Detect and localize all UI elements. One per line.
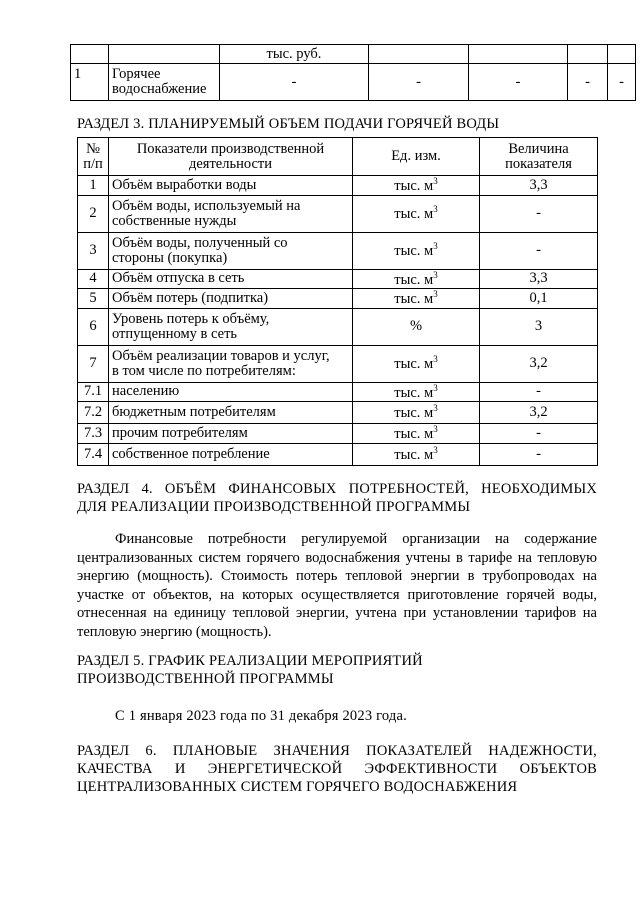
table-cell [608,45,636,64]
header-name [109,138,353,176]
table-row [78,232,598,269]
row-label-line: собственное потребление [112,445,270,462]
row-number: 7.1 [78,382,109,402]
row-value: 0,1 [480,289,598,309]
row-label-line: стороны (покупка) [112,249,228,266]
section-5-title-line-1: РАЗДЕЛ 5. ГРАФИК РЕАЛИЗАЦИИ МЕРОПРИЯТИЙ [77,653,423,669]
table-header-row [78,138,598,176]
row-value: - [480,232,598,269]
unit-text: тыс. м [394,446,434,463]
section-4-title-line-2: ДЛЯ РЕАЛИЗАЦИИ ПРОИЗВОДСТВЕННОЙ ПРОГРАММЫ [77,499,471,515]
unit-text: тыс. м [394,425,434,442]
unit-text: тыс. м [394,206,434,223]
table-cell [71,45,109,64]
row-label-line: Объём воды, используемый на [112,197,301,214]
table-row [78,382,598,402]
header-line: № [86,140,100,157]
row-label [109,64,220,101]
row-unit [353,424,480,444]
row-label [109,402,353,424]
row-label-line: бюджетным потребителям [112,404,276,420]
header-line: показателя [505,155,572,172]
table-cell [109,45,220,64]
table-row [78,345,598,382]
table-row [78,308,598,345]
header-line: Показатели производственной [136,140,325,157]
unit-superscript: 3 [433,403,438,414]
row-value: 3,3 [480,269,598,289]
top-table-row [71,64,636,101]
unit-superscript: 3 [433,444,438,455]
row-unit [353,345,480,382]
table-row [78,424,598,444]
row-number: 7.3 [78,424,109,444]
unit-superscript: 3 [433,204,438,215]
table-cell [369,45,469,64]
table-cell: - [220,64,369,101]
unit-text: тыс. м [394,271,434,288]
section-3-title: РАЗДЕЛ 3. ПЛАНИРУЕМЫЙ ОБЪЕМ ПОДАЧИ ГОРЯЧЕЙ ВОДЫ [77,116,500,132]
row-label-line: Объём отпуска в сеть [112,270,245,287]
table-cell: - [568,64,608,101]
row-label-line: Горячее [112,66,161,82]
section-6-title-line-2: КАЧЕСТВА И ЭНЕРГЕТИЧЕСКОЙ ЭФФЕКТИВНОСТИ ОБЪЕКТОВ [77,761,597,777]
section-4-title-line-1: РАЗДЕЛ 4. ОБЪЁМ ФИНАНСОВЫХ ПОТРЕБНОСТЕЙ, НЕОБХОДИМЫХ [77,481,597,497]
unit-superscript: 3 [433,382,438,393]
row-unit [353,176,480,196]
section-5-title-line-2: ПРОИЗВОДСТВЕННОЙ ПРОГРАММЫ [77,671,334,687]
row-label-line: Объём воды, полученный со [112,234,288,251]
header-line: п/п [83,155,103,172]
section-3-table-body [78,176,598,466]
row-value: - [480,443,598,465]
row-value: - [480,424,598,444]
unit-superscript: 3 [433,289,438,299]
table-cell: - [469,64,568,101]
row-label [109,269,353,289]
unit-text: тыс. м [394,243,434,260]
row-label [109,308,353,345]
row-unit [353,382,480,402]
header-num [78,138,109,176]
row-label-line: Уровень потерь к объёму, [112,310,270,327]
table-row [78,176,598,196]
section-5-period: С 1 января 2023 года по 31 декабря 2023 года. [115,708,407,724]
header-unit: Ед. изм. [353,138,480,176]
section-4-paragraph: Финансовые потребности регулируемой организации на содержание централизованных систем горячего водоснабжения учтены в тарифе на тепловую энергию (мощность). Стоимость потерь тепловой энергии в трубопроводах на участке от объектов, на которых осуществляется приготовление горячей воды, отнесенная на единицу тепловой энергии, учтена при установлении тарифов на тепловую энергию (мощность). [77,531,597,640]
row-label [109,345,353,382]
row-label-line: в том числе по потребителям: [112,362,296,379]
row-value: 3,2 [480,345,598,382]
table-cell [568,45,608,64]
row-number: 7.4 [78,443,109,465]
section-6-title-line-3: ЦЕНТРАЛИЗОВАННЫХ СИСТЕМ ГОРЯЧЕГО ВОДОСНАБЖЕНИЯ [77,779,518,795]
unit-superscript: 3 [433,424,438,434]
unit-text: тыс. м [394,356,434,373]
header-value [480,138,598,176]
row-number: 1 [78,176,109,196]
table-row [78,402,598,424]
row-number: 3 [78,232,109,269]
table-row [78,443,598,465]
section-6-title-line-1: РАЗДЕЛ 6. ПЛАНОВЫЕ ЗНАЧЕНИЯ ПОКАЗАТЕЛЕЙ НАДЕЖНОСТИ, [77,743,597,759]
row-label [109,195,353,232]
row-unit [353,195,480,232]
row-label-line: Объём потерь (подпитка) [112,289,269,306]
row-label-line: водоснабжение [112,81,207,97]
header-line: деятельности [188,155,272,172]
unit-superscript: 3 [433,176,438,186]
unit-text: тыс. м [394,290,434,307]
table-row [78,269,598,289]
row-value: - [480,382,598,402]
row-unit [353,289,480,309]
row-value: 3 [480,308,598,345]
row-number: 1 [71,64,109,101]
row-unit [353,308,480,345]
table-cell: тыс. руб. [220,45,369,64]
unit-superscript: 3 [433,269,438,280]
row-label-line: отпущенному в сеть [112,325,238,342]
section-3-table [77,137,598,466]
row-number: 6 [78,308,109,345]
table-cell [469,45,568,64]
unit-text: тыс. м [394,405,434,422]
row-value: 3,3 [480,176,598,196]
row-label [109,443,353,465]
header-line: Величина [508,140,569,157]
row-label-line: Объём реализации товаров и услуг, [112,347,330,364]
table-row [78,195,598,232]
unit-text: % [409,318,423,335]
row-unit [353,269,480,289]
row-number: 7.2 [78,402,109,424]
row-unit [353,232,480,269]
top-table-row [71,45,636,64]
row-unit [353,443,480,465]
top-table [70,44,636,101]
row-number: 7 [78,345,109,382]
unit-text: тыс. м [394,384,434,401]
row-value: 3,2 [480,402,598,424]
row-number: 4 [78,269,109,289]
row-label-line: прочим потребителям [112,424,248,441]
row-label-line: собственные нужды [112,212,237,229]
unit-superscript: 3 [433,241,438,252]
unit-superscript: 3 [433,354,438,365]
row-unit [353,402,480,424]
table-cell: - [608,64,636,101]
row-number: 2 [78,195,109,232]
row-label-line: Объём выработки воды [112,176,257,193]
row-label [109,382,353,402]
row-number: 5 [78,289,109,309]
row-label [109,289,353,309]
row-label [109,176,353,196]
row-label [109,424,353,444]
table-row [78,289,598,309]
row-label [109,232,353,269]
unit-text: тыс. м [394,177,434,194]
row-value: - [480,195,598,232]
table-cell: - [369,64,469,101]
row-label-line: населению [112,383,180,400]
